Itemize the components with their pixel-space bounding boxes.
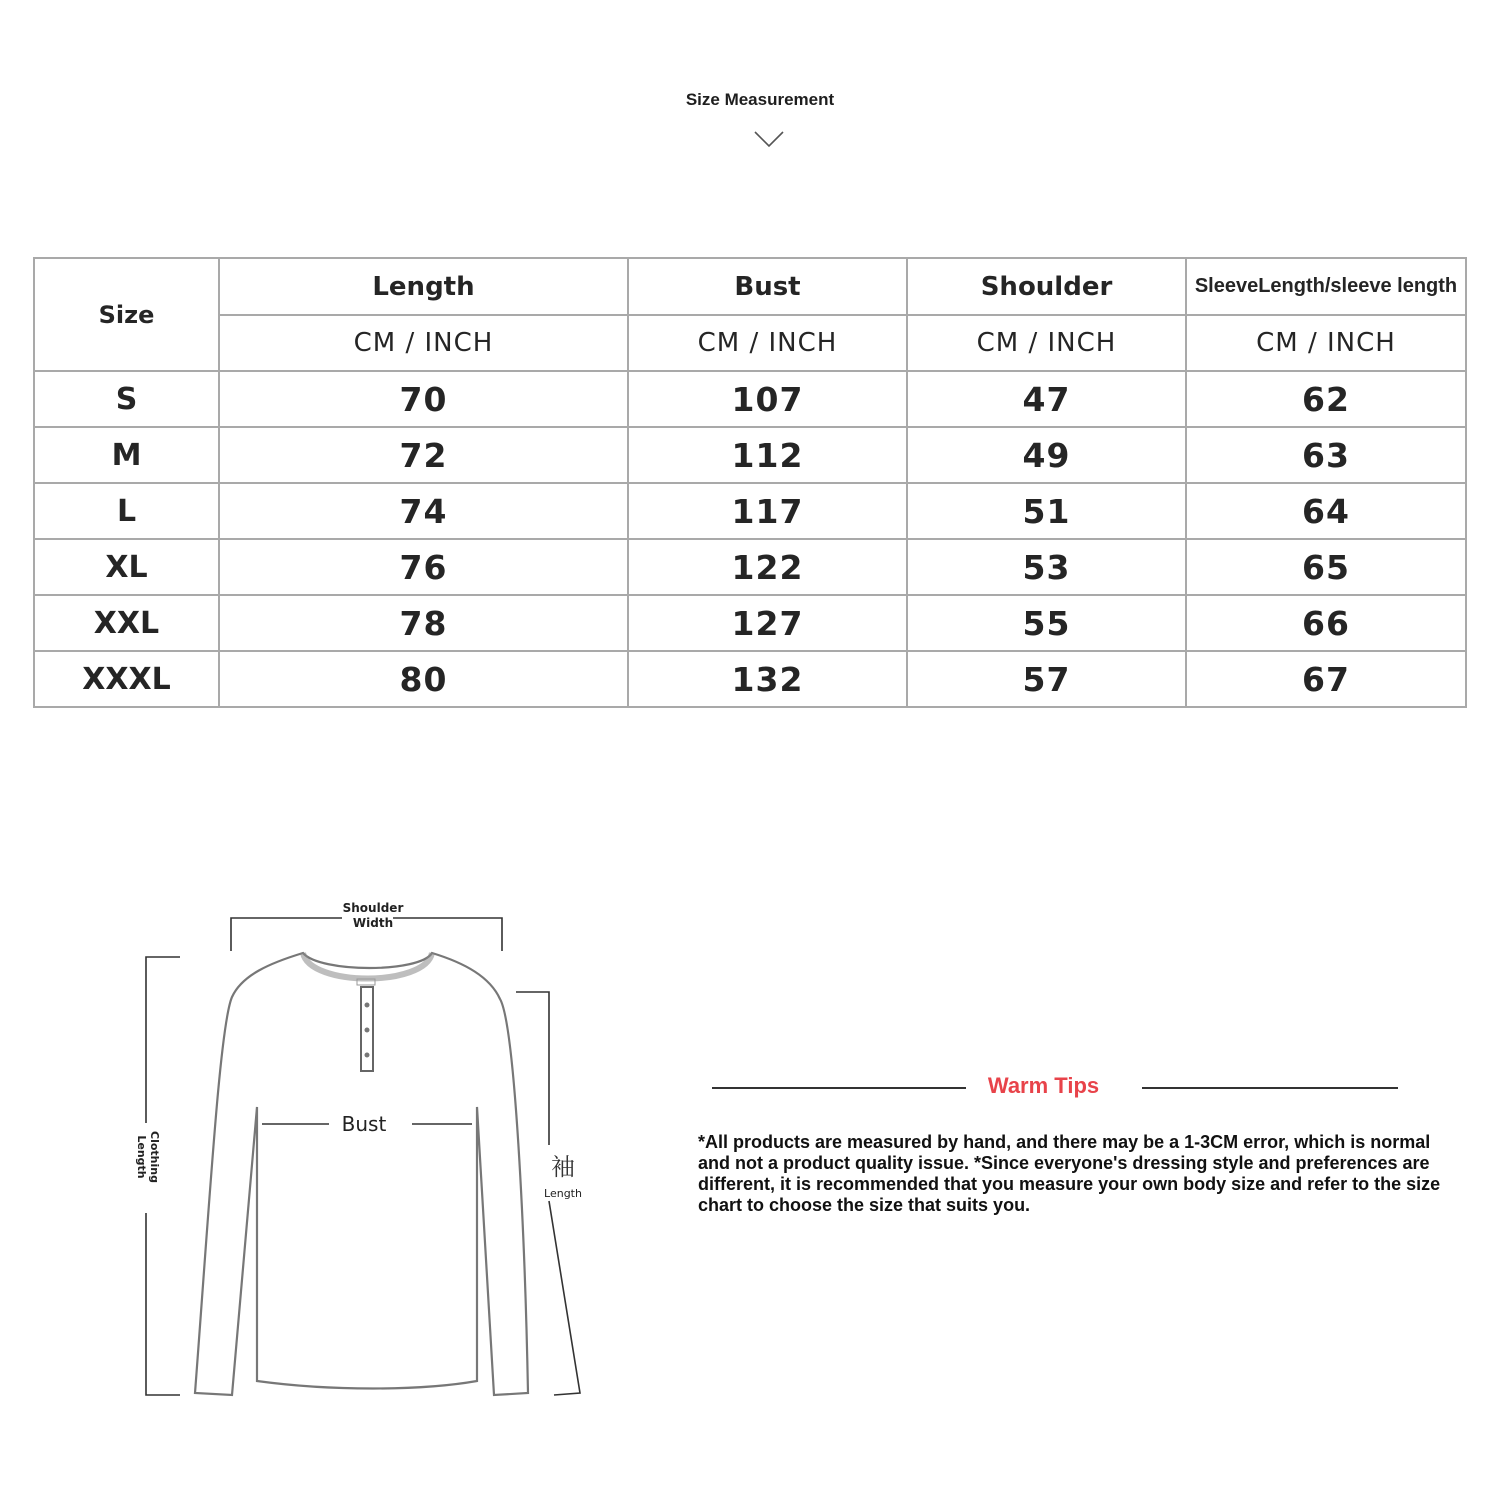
length-value: 76 [219, 539, 628, 595]
table-row [34, 483, 1466, 539]
shoulder-width-bracket [393, 918, 502, 951]
sleeve-length-value: 66 [1186, 595, 1466, 651]
bust-value: 107 [628, 371, 907, 427]
sleeve-length-value: 64 [1186, 483, 1466, 539]
bust-value: 117 [628, 483, 907, 539]
table-row [34, 651, 1466, 707]
clothing-length-label: Length [135, 1135, 148, 1179]
shoulder-value: 53 [907, 539, 1186, 595]
unit-label: CM / INCH [219, 315, 628, 371]
size-cell: S [34, 371, 219, 427]
sleeve-length-value: 62 [1186, 371, 1466, 427]
column-header-bust: Bust [628, 258, 907, 315]
clothing-length-label: Clothing [148, 1131, 161, 1183]
column-header-shoulder: Shoulder [907, 258, 1186, 315]
unit-label: CM / INCH [1186, 315, 1466, 371]
bust-value: 122 [628, 539, 907, 595]
size-cell: XXXL [34, 651, 219, 707]
shirt-collar [303, 953, 432, 979]
sleeve-length-bracket [516, 992, 549, 1145]
clothing-length-bracket [146, 957, 180, 1123]
size-cell: XL [34, 539, 219, 595]
warm-tips-text: *All products are measured by hand, and there may be a 1-3CM error, which is normal and not a product quality issue. *Since everyone's dressing style and preferences are different, it is recommended that you measure your own body size and refer to the size chart to choose the size that suits you. [698, 1132, 1441, 1215]
sleeve-char-label: 袖 [551, 1153, 575, 1181]
size-chart-table [33, 257, 1467, 708]
shoulder-width-bracket [231, 918, 342, 951]
column-header-sleeve-length: SleeveLength/sleeve length [1186, 258, 1466, 315]
bust-value: 132 [628, 651, 907, 707]
sleeve-length-value: 65 [1186, 539, 1466, 595]
table-row [34, 595, 1466, 651]
size-cell: XXL [34, 595, 219, 651]
shoulder-value: 47 [907, 371, 1186, 427]
length-value: 70 [219, 371, 628, 427]
sleeve-length-value: 63 [1186, 427, 1466, 483]
tips-divider-left [712, 1087, 966, 1089]
clothing-length-bracket [146, 1213, 180, 1395]
length-value: 74 [219, 483, 628, 539]
table-header-row [34, 258, 1466, 315]
table-unit-row [34, 315, 1466, 371]
shoulder-value: 51 [907, 483, 1186, 539]
warm-tips-title: Warm Tips [987, 1073, 1100, 1098]
shoulder-width-label: Shoulder [342, 901, 404, 915]
sleeve-length-label: Length [544, 1187, 582, 1200]
bust-label: Bust [341, 1112, 387, 1136]
column-header-length: Length [219, 258, 628, 315]
length-value: 80 [219, 651, 628, 707]
length-value: 78 [219, 595, 628, 651]
tips-divider-right [1142, 1087, 1398, 1089]
shoulder-width-label: Width [352, 916, 394, 930]
table-row [34, 539, 1466, 595]
bust-value: 112 [628, 427, 907, 483]
table-row [34, 427, 1466, 483]
shoulder-value: 57 [907, 651, 1186, 707]
table-row [34, 371, 1466, 427]
unit-label: CM / INCH [907, 315, 1186, 371]
unit-label: CM / INCH [628, 315, 907, 371]
size-cell: L [34, 483, 219, 539]
size-cell: M [34, 427, 219, 483]
bust-value: 127 [628, 595, 907, 651]
shirt-measurement-diagram [120, 895, 600, 1415]
length-value: 72 [219, 427, 628, 483]
shoulder-value: 55 [907, 595, 1186, 651]
shoulder-value: 49 [907, 427, 1186, 483]
page-title: Size Measurement [685, 90, 835, 109]
sleeve-length-bracket [549, 1201, 580, 1395]
chevron-down-icon [752, 128, 786, 150]
sleeve-length-value: 67 [1186, 651, 1466, 707]
size-header: Size [34, 258, 219, 371]
